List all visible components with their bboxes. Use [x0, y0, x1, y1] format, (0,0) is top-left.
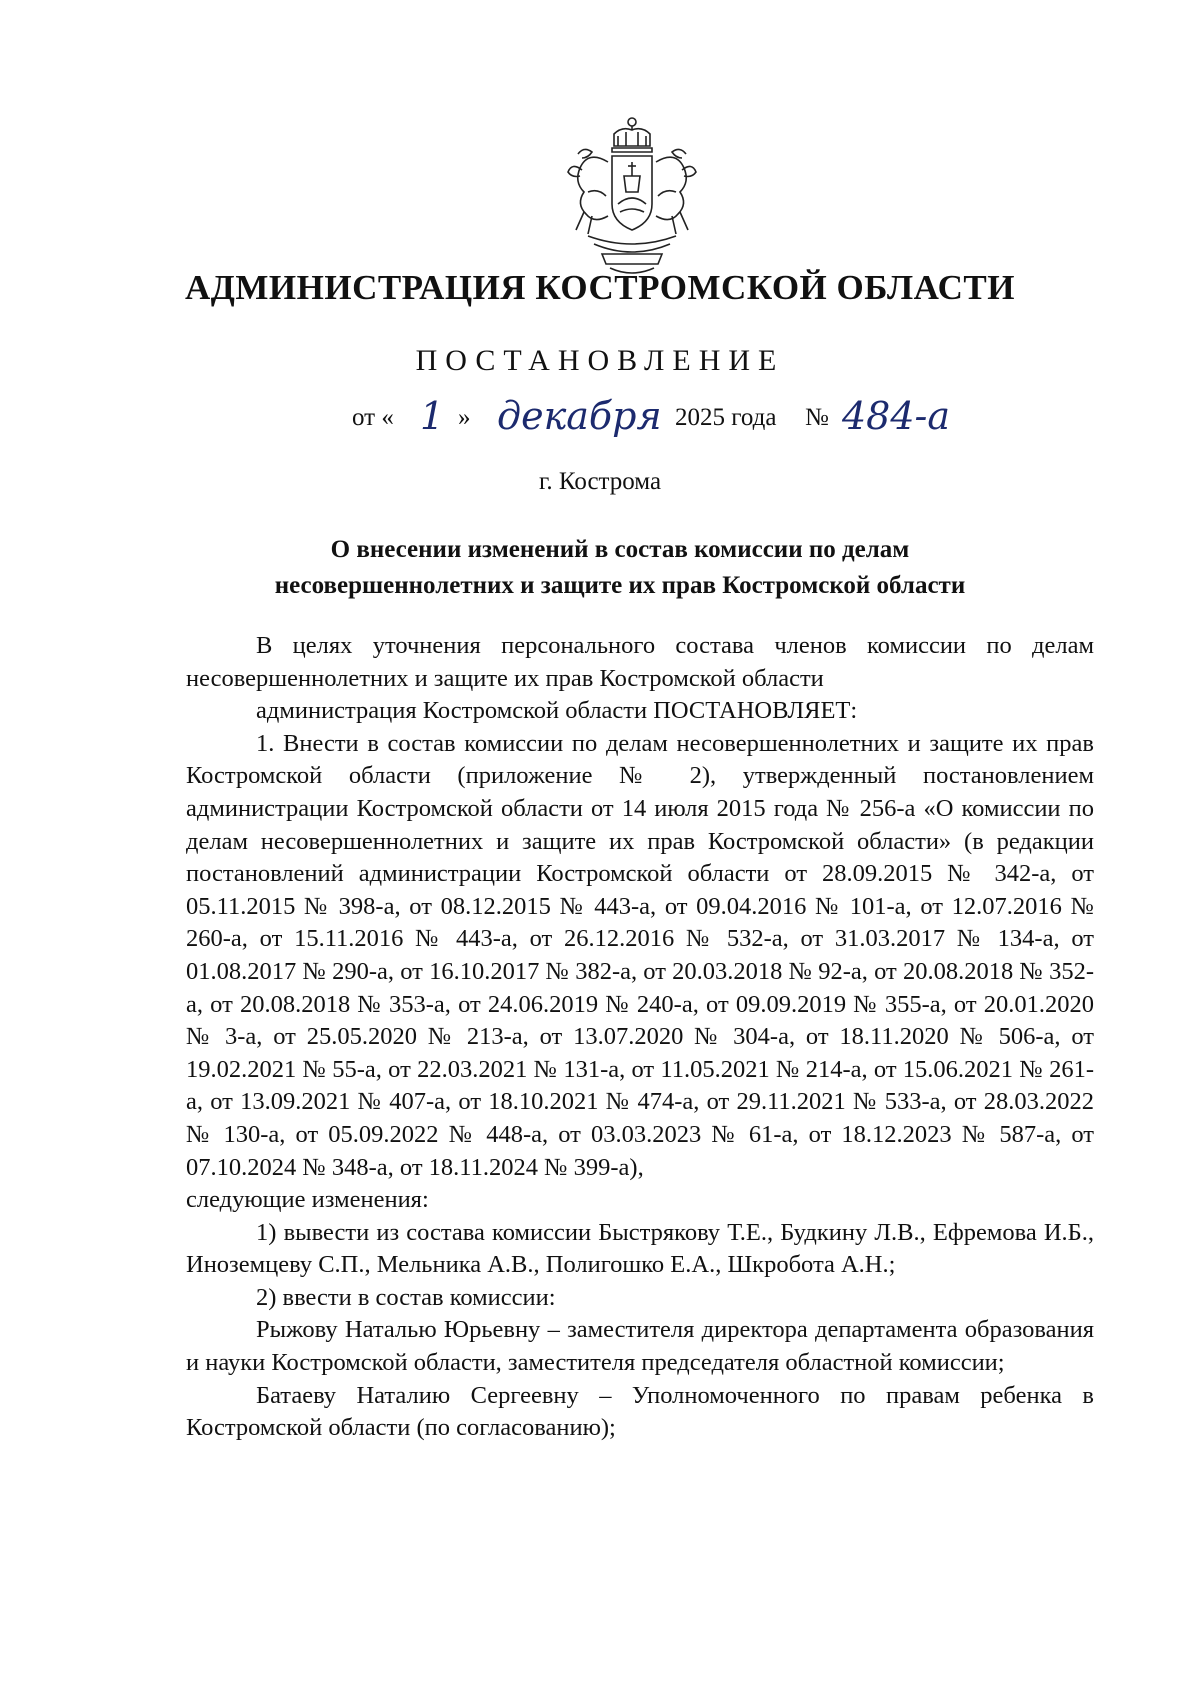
paragraph-item-1: 1. Внести в состав комиссии по делам несовершеннолетних и защите их прав Костромской области (приложение № 2), утвержденный постановлением администрации Костромской области от 14 июля 2015 года № 256-а «О комиссии по делам несовершеннолетних и защите их прав Костромской области» (в редакции постановлений администрации Костромской области от 28.09.2015 № 342-а, от 05.11.2015 № 398-а, от 08.12.2015 № 443-а, от 09.04.2016 № 101-а, от 12.07.2016 № 260-а, от 15.11.2016 № 443-а, от 26.12.2016 № 532-а, от 31.03.2017 № 134-а, от 01.08.2017 № 290-а, от 16.10.2017 № 382-а, от 20.03.2018 № 92-а, от 20.08.2018 № 352-а, от 20.08.2018 № 353-а, от 24.06.2019 № 240-а, от 09.09.2019 № 355-а, от 20.01.2020 № 3-а, от 25.05.2020 № 213-а, от 13.07.2020 № 304-а, от 18.11.2020 № 506-а, от 19.02.2021 № 55-а, от 22.03.2021 № 131-а, от 11.05.2021 № 214-а, от 15.06.2021 № 261-а, от 13.09.2021 № 407-а, от 18.10.2021 № 474-а, от 29.11.2021 № 533-а, от 28.03.2022 № 130-а, от 05.09.2022 № 448-а, от 03.03.2023 № 61-а, от 18.12.2023 № 587-а, от 07.10.2024 № 348-а, от 18.11.2024 № 399-а), [186, 729, 1094, 1181]
date-line [0, 394, 1200, 464]
organization-title: АДМИНИСТРАЦИЯ КОСТРОМСКОЙ ОБЛАСТИ [185, 268, 1015, 307]
paragraph-add-members: 2) ввести в состав комиссии: [256, 1283, 556, 1311]
kostroma-coat-of-arms-icon [558, 112, 706, 284]
document-subject [160, 532, 1080, 604]
paragraph-purpose: В целях уточнения персонального состава членов комиссии по делам несовершеннолетних и защите их прав Костромской области [186, 632, 1094, 692]
city-label: г. Кострома [538, 468, 662, 495]
subject-line-2: несовершеннолетних и защите их прав Костромской области [274, 572, 966, 599]
date-year: 2025 года [675, 404, 777, 431]
subject-line-1: О внесении изменений в состав комиссии по делам [330, 536, 910, 563]
paragraph-member-bataeva: Батаеву Наталию Сергеевну – Уполномоченного по правам ребенка в Костромской области (по согласованию); [186, 1381, 1094, 1442]
paragraph-item-1-end: следующие изменения: [186, 1186, 429, 1214]
document-body [186, 630, 1094, 1445]
paragraph-remove-members: 1) вывести из состава комиссии Быстрякову Т.Е., Будкину Л.В., Ефремова И.Б., Иноземцеву С.П., Мельника А.В., Полигошко Е.А., Шкробота А.Н.; [186, 1218, 1094, 1279]
paragraph-member-ryzhova: Рыжову Наталью Юрьевну – заместителя директора департамента образования и науки Костромской области, заместителя председателя областной комиссии; [186, 1316, 1094, 1377]
handwritten-number: 484-а [842, 394, 951, 438]
paragraph-resolves: администрация Костромской области ПОСТАНОВЛЯЕТ: [256, 697, 858, 725]
handwritten-day: 1 [420, 394, 445, 438]
handwritten-month: декабря [497, 394, 662, 438]
document-type: ПОСТАНОВЛЕНИЕ [415, 344, 785, 377]
date-close-quote: » [458, 404, 471, 431]
date-prefix: от « [352, 404, 394, 431]
number-sign: № [805, 404, 829, 431]
